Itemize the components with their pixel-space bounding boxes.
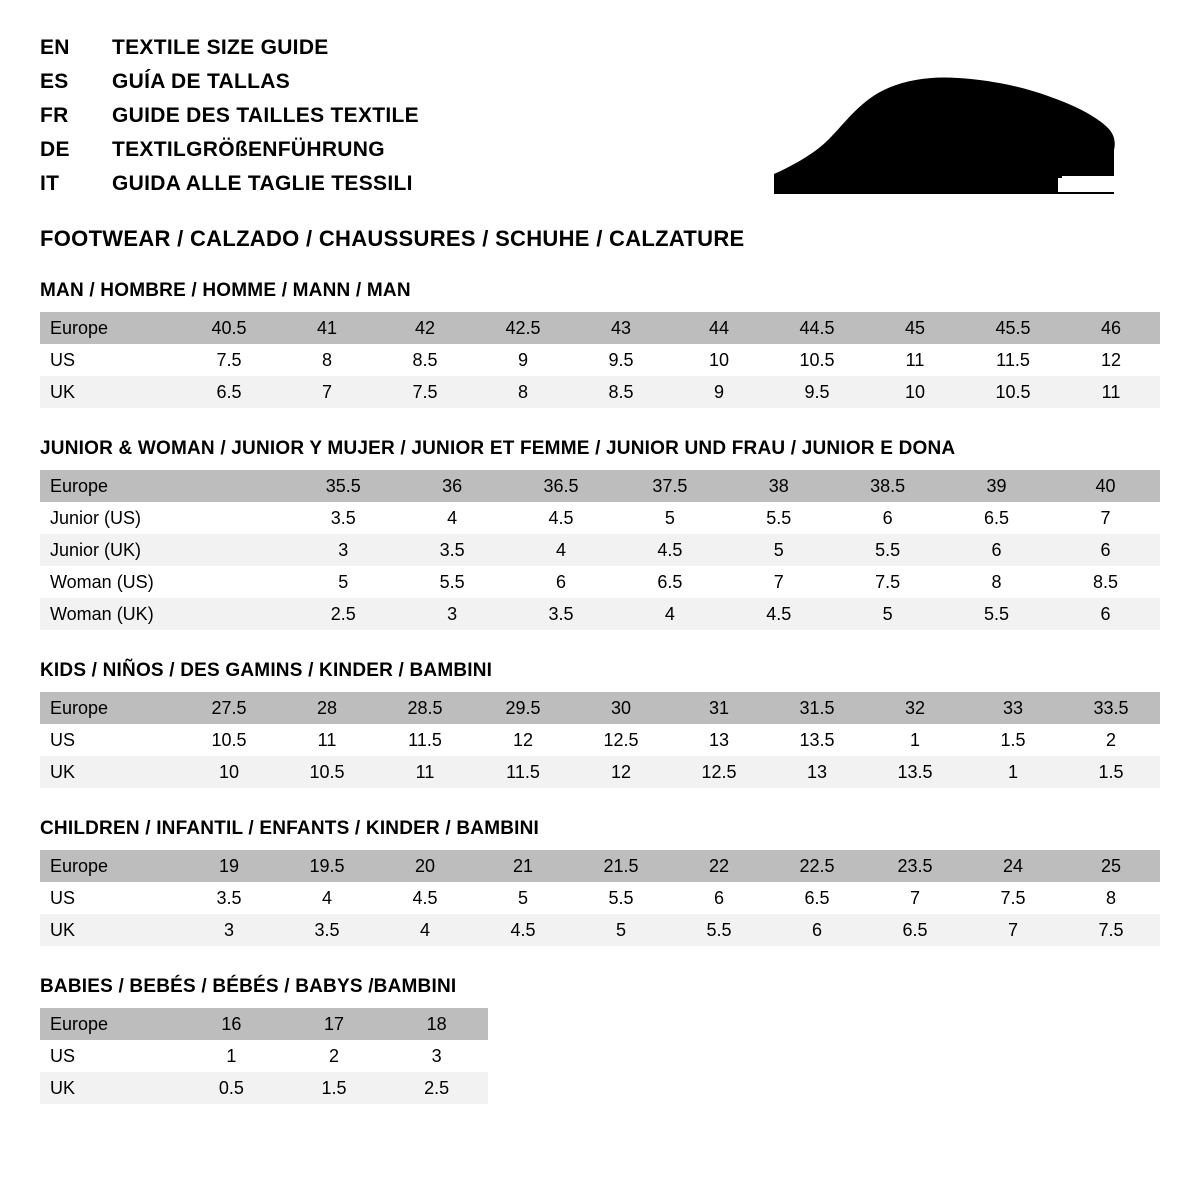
- table-cell: 33.5: [1062, 692, 1160, 724]
- table-cell: 36: [398, 470, 507, 502]
- table-cell: 12: [1062, 344, 1160, 376]
- table-cell: 4.5: [724, 598, 833, 630]
- table-cell: 38.5: [833, 470, 942, 502]
- row-label: US: [40, 1040, 180, 1072]
- language-code: EN: [40, 36, 70, 59]
- table-cell: 12: [474, 724, 572, 756]
- row-label: Europe: [40, 692, 180, 724]
- table-cell: 3.5: [180, 882, 278, 914]
- table-cell: [180, 470, 289, 502]
- table-cell: 4: [398, 502, 507, 534]
- table-cell: 9: [670, 376, 768, 408]
- table-row: [40, 850, 1160, 882]
- table-cell: 6.5: [866, 914, 964, 946]
- table-row: [40, 756, 1160, 788]
- language-row: [40, 36, 740, 70]
- table-cell: 25: [1062, 850, 1160, 882]
- table-cell: 8: [1062, 882, 1160, 914]
- row-label: UK: [40, 914, 180, 946]
- row-label: Junior (US): [40, 502, 180, 534]
- table-cell: 38: [724, 470, 833, 502]
- table-row: [40, 312, 1160, 344]
- table-cell: 44.5: [768, 312, 866, 344]
- table-cell: 10: [670, 344, 768, 376]
- table-cell: 7.5: [833, 566, 942, 598]
- table-cell: 4.5: [507, 502, 616, 534]
- table-cell: 11: [866, 344, 964, 376]
- table-row: [40, 470, 1160, 502]
- table-cell: 11.5: [376, 724, 474, 756]
- table-cell: 11.5: [474, 756, 572, 788]
- row-label: US: [40, 724, 180, 756]
- table-cell: 2: [283, 1040, 386, 1072]
- table-cell: 5: [474, 882, 572, 914]
- table-cell: 13.5: [768, 724, 866, 756]
- size-table-kids: [40, 692, 1160, 788]
- section-title: KIDS / NIÑOS / DES GAMINS / KINDER / BAMBINI: [40, 660, 493, 681]
- table-cell: 40.5: [180, 312, 278, 344]
- section-title: JUNIOR & WOMAN / JUNIOR Y MUJER / JUNIOR ET FEMME / JUNIOR UND FRAU / JUNIOR E DONA: [40, 438, 956, 459]
- table-cell: 6: [768, 914, 866, 946]
- language-title: GUIDA ALLE TAGLIE TESSILI: [112, 172, 413, 195]
- table-cell: 2.5: [289, 598, 398, 630]
- table-cell: 5.5: [942, 598, 1051, 630]
- table-cell: 4.5: [616, 534, 725, 566]
- table-cell: 3: [180, 914, 278, 946]
- table-cell: 10.5: [768, 344, 866, 376]
- table-row: [40, 1008, 488, 1040]
- table-cell: 3.5: [507, 598, 616, 630]
- table-cell: 10.5: [180, 724, 278, 756]
- table-cell: 6: [1051, 534, 1160, 566]
- table-cell: 12.5: [670, 756, 768, 788]
- table-cell: 11: [376, 756, 474, 788]
- table-cell: 8: [278, 344, 376, 376]
- row-label: UK: [40, 376, 180, 408]
- language-row: [40, 70, 740, 104]
- row-label: Europe: [40, 1008, 180, 1040]
- table-cell: [180, 598, 289, 630]
- table-row: [40, 534, 1160, 566]
- table-cell: 17: [283, 1008, 386, 1040]
- row-label: UK: [40, 1072, 180, 1104]
- language-title: GUÍA DE TALLAS: [112, 70, 291, 93]
- row-label: Junior (UK): [40, 534, 180, 566]
- table-cell: 33: [964, 692, 1062, 724]
- table-cell: 9.5: [572, 344, 670, 376]
- table-cell: 6.5: [616, 566, 725, 598]
- table-cell: 7: [724, 566, 833, 598]
- table-cell: 40: [1051, 470, 1160, 502]
- table-cell: 6: [670, 882, 768, 914]
- row-label: Woman (UK): [40, 598, 180, 630]
- table-cell: 7.5: [964, 882, 1062, 914]
- table-cell: 1: [866, 724, 964, 756]
- language-row: [40, 138, 740, 172]
- table-cell: 3: [289, 534, 398, 566]
- table-cell: 5.5: [398, 566, 507, 598]
- table-cell: 7: [278, 376, 376, 408]
- table-cell: 5.5: [833, 534, 942, 566]
- size-table-man: [40, 312, 1160, 408]
- dress-shoe-icon: [762, 58, 1122, 218]
- table-cell: 13.5: [866, 756, 964, 788]
- table-cell: 44: [670, 312, 768, 344]
- table-row: [40, 598, 1160, 630]
- table-cell: 8.5: [1051, 566, 1160, 598]
- language-row: [40, 104, 740, 138]
- table-cell: 31: [670, 692, 768, 724]
- table-cell: 10: [866, 376, 964, 408]
- language-row: [40, 172, 740, 206]
- table-cell: 4.5: [474, 914, 572, 946]
- size-table-children: [40, 850, 1160, 946]
- section-title: MAN / HOMBRE / HOMME / MANN / MAN: [40, 280, 411, 301]
- table-cell: 9.5: [768, 376, 866, 408]
- section-title: BABIES / BEBÉS / BÉBÉS / BABYS /BAMBINI: [40, 976, 457, 997]
- table-cell: 41: [278, 312, 376, 344]
- table-cell: 10: [180, 756, 278, 788]
- table-cell: 7.5: [180, 344, 278, 376]
- row-label: UK: [40, 756, 180, 788]
- section-junior-woman: [40, 438, 1160, 630]
- table-cell: 1.5: [283, 1072, 386, 1104]
- category-heading: FOOTWEAR / CALZADO / CHAUSSURES / SCHUHE / CALZATURE: [40, 226, 745, 251]
- table-row: [40, 1072, 488, 1104]
- table-cell: 6.5: [180, 376, 278, 408]
- section-title: CHILDREN / INFANTIL / ENFANTS / KINDER / BAMBINI: [40, 818, 540, 839]
- table-cell: 28.5: [376, 692, 474, 724]
- table-cell: 5: [616, 502, 725, 534]
- table-cell: 35.5: [289, 470, 398, 502]
- table-cell: 28: [278, 692, 376, 724]
- table-row: [40, 566, 1160, 598]
- table-cell: 3: [398, 598, 507, 630]
- table-cell: [180, 502, 289, 534]
- table-cell: [180, 566, 289, 598]
- table-cell: 5: [572, 914, 670, 946]
- table-row: [40, 502, 1160, 534]
- table-cell: 22: [670, 850, 768, 882]
- table-cell: 10.5: [278, 756, 376, 788]
- language-title: TEXTILGRÖßENFÜHRUNG: [112, 138, 385, 161]
- row-label: US: [40, 344, 180, 376]
- table-cell: 4: [507, 534, 616, 566]
- row-label: US: [40, 882, 180, 914]
- row-label: Europe: [40, 470, 180, 502]
- table-cell: 5: [289, 566, 398, 598]
- table-cell: 1.5: [1062, 756, 1160, 788]
- table-cell: 4: [616, 598, 725, 630]
- table-cell: 1.5: [964, 724, 1062, 756]
- table-cell: 13: [670, 724, 768, 756]
- table-cell: 5: [724, 534, 833, 566]
- table-cell: 27.5: [180, 692, 278, 724]
- table-cell: 42.5: [474, 312, 572, 344]
- table-cell: 6: [942, 534, 1051, 566]
- table-cell: 19: [180, 850, 278, 882]
- table-cell: 6.5: [768, 882, 866, 914]
- table-cell: 6.5: [942, 502, 1051, 534]
- table-cell: 12: [572, 756, 670, 788]
- table-cell: 3: [385, 1040, 488, 1072]
- section-babies: [40, 976, 1160, 1104]
- table-cell: 21: [474, 850, 572, 882]
- table-row: [40, 882, 1160, 914]
- table-row: [40, 724, 1160, 756]
- table-cell: 1: [964, 756, 1062, 788]
- table-cell: 9: [474, 344, 572, 376]
- table-cell: 8.5: [572, 376, 670, 408]
- table-cell: 30: [572, 692, 670, 724]
- section-kids: [40, 660, 1160, 788]
- table-row: [40, 914, 1160, 946]
- table-cell: 6: [507, 566, 616, 598]
- section-children: [40, 818, 1160, 946]
- table-cell: 4.5: [376, 882, 474, 914]
- page-header: [40, 36, 1160, 251]
- table-cell: 23.5: [866, 850, 964, 882]
- table-cell: 37.5: [616, 470, 725, 502]
- language-title: TEXTILE SIZE GUIDE: [112, 36, 329, 59]
- table-cell: 3.5: [398, 534, 507, 566]
- row-label: Woman (US): [40, 566, 180, 598]
- table-cell: 13: [768, 756, 866, 788]
- table-cell: 4: [278, 882, 376, 914]
- table-cell: 19.5: [278, 850, 376, 882]
- table-cell: 32: [866, 692, 964, 724]
- table-cell: 6: [1051, 598, 1160, 630]
- table-cell: 3.5: [278, 914, 376, 946]
- table-cell: 18: [385, 1008, 488, 1040]
- size-table-babies: [40, 1008, 488, 1104]
- table-cell: 4: [376, 914, 474, 946]
- table-cell: 31.5: [768, 692, 866, 724]
- table-cell: 29.5: [474, 692, 572, 724]
- table-cell: 11.5: [964, 344, 1062, 376]
- table-cell: 22.5: [768, 850, 866, 882]
- language-code: FR: [40, 104, 69, 127]
- row-label: Europe: [40, 850, 180, 882]
- table-cell: 8.5: [376, 344, 474, 376]
- table-cell: 5.5: [724, 502, 833, 534]
- table-cell: 24: [964, 850, 1062, 882]
- table-cell: 12.5: [572, 724, 670, 756]
- table-cell: 7: [964, 914, 1062, 946]
- table-cell: 16: [180, 1008, 283, 1040]
- table-cell: 8: [942, 566, 1051, 598]
- table-row: [40, 344, 1160, 376]
- section-man: [40, 280, 1160, 408]
- table-cell: 45.5: [964, 312, 1062, 344]
- table-cell: 11: [1062, 376, 1160, 408]
- table-cell: 20: [376, 850, 474, 882]
- size-table-junior-woman: [40, 470, 1160, 630]
- table-cell: 36.5: [507, 470, 616, 502]
- table-cell: 6: [833, 502, 942, 534]
- table-row: [40, 1040, 488, 1072]
- table-cell: 11: [278, 724, 376, 756]
- table-cell: 1: [180, 1040, 283, 1072]
- language-code: DE: [40, 138, 70, 161]
- row-label: Europe: [40, 312, 180, 344]
- table-row: [40, 692, 1160, 724]
- table-cell: 46: [1062, 312, 1160, 344]
- table-cell: 7: [866, 882, 964, 914]
- table-cell: 2: [1062, 724, 1160, 756]
- table-cell: 7.5: [1062, 914, 1160, 946]
- table-cell: 39: [942, 470, 1051, 502]
- table-cell: 5.5: [670, 914, 768, 946]
- table-cell: 8: [474, 376, 572, 408]
- language-title-list: [40, 36, 740, 206]
- table-cell: 3.5: [289, 502, 398, 534]
- table-cell: 10.5: [964, 376, 1062, 408]
- table-cell: 21.5: [572, 850, 670, 882]
- table-cell: 42: [376, 312, 474, 344]
- language-code: ES: [40, 70, 69, 93]
- table-cell: 45: [866, 312, 964, 344]
- table-cell: 5.5: [572, 882, 670, 914]
- language-code: IT: [40, 172, 60, 195]
- table-cell: 7.5: [376, 376, 474, 408]
- table-cell: 5: [833, 598, 942, 630]
- table-cell: 43: [572, 312, 670, 344]
- table-cell: [180, 534, 289, 566]
- table-cell: 0.5: [180, 1072, 283, 1104]
- table-cell: 7: [1051, 502, 1160, 534]
- table-row: [40, 376, 1160, 408]
- table-cell: 2.5: [385, 1072, 488, 1104]
- language-title: GUIDE DES TAILLES TEXTILE: [112, 104, 419, 127]
